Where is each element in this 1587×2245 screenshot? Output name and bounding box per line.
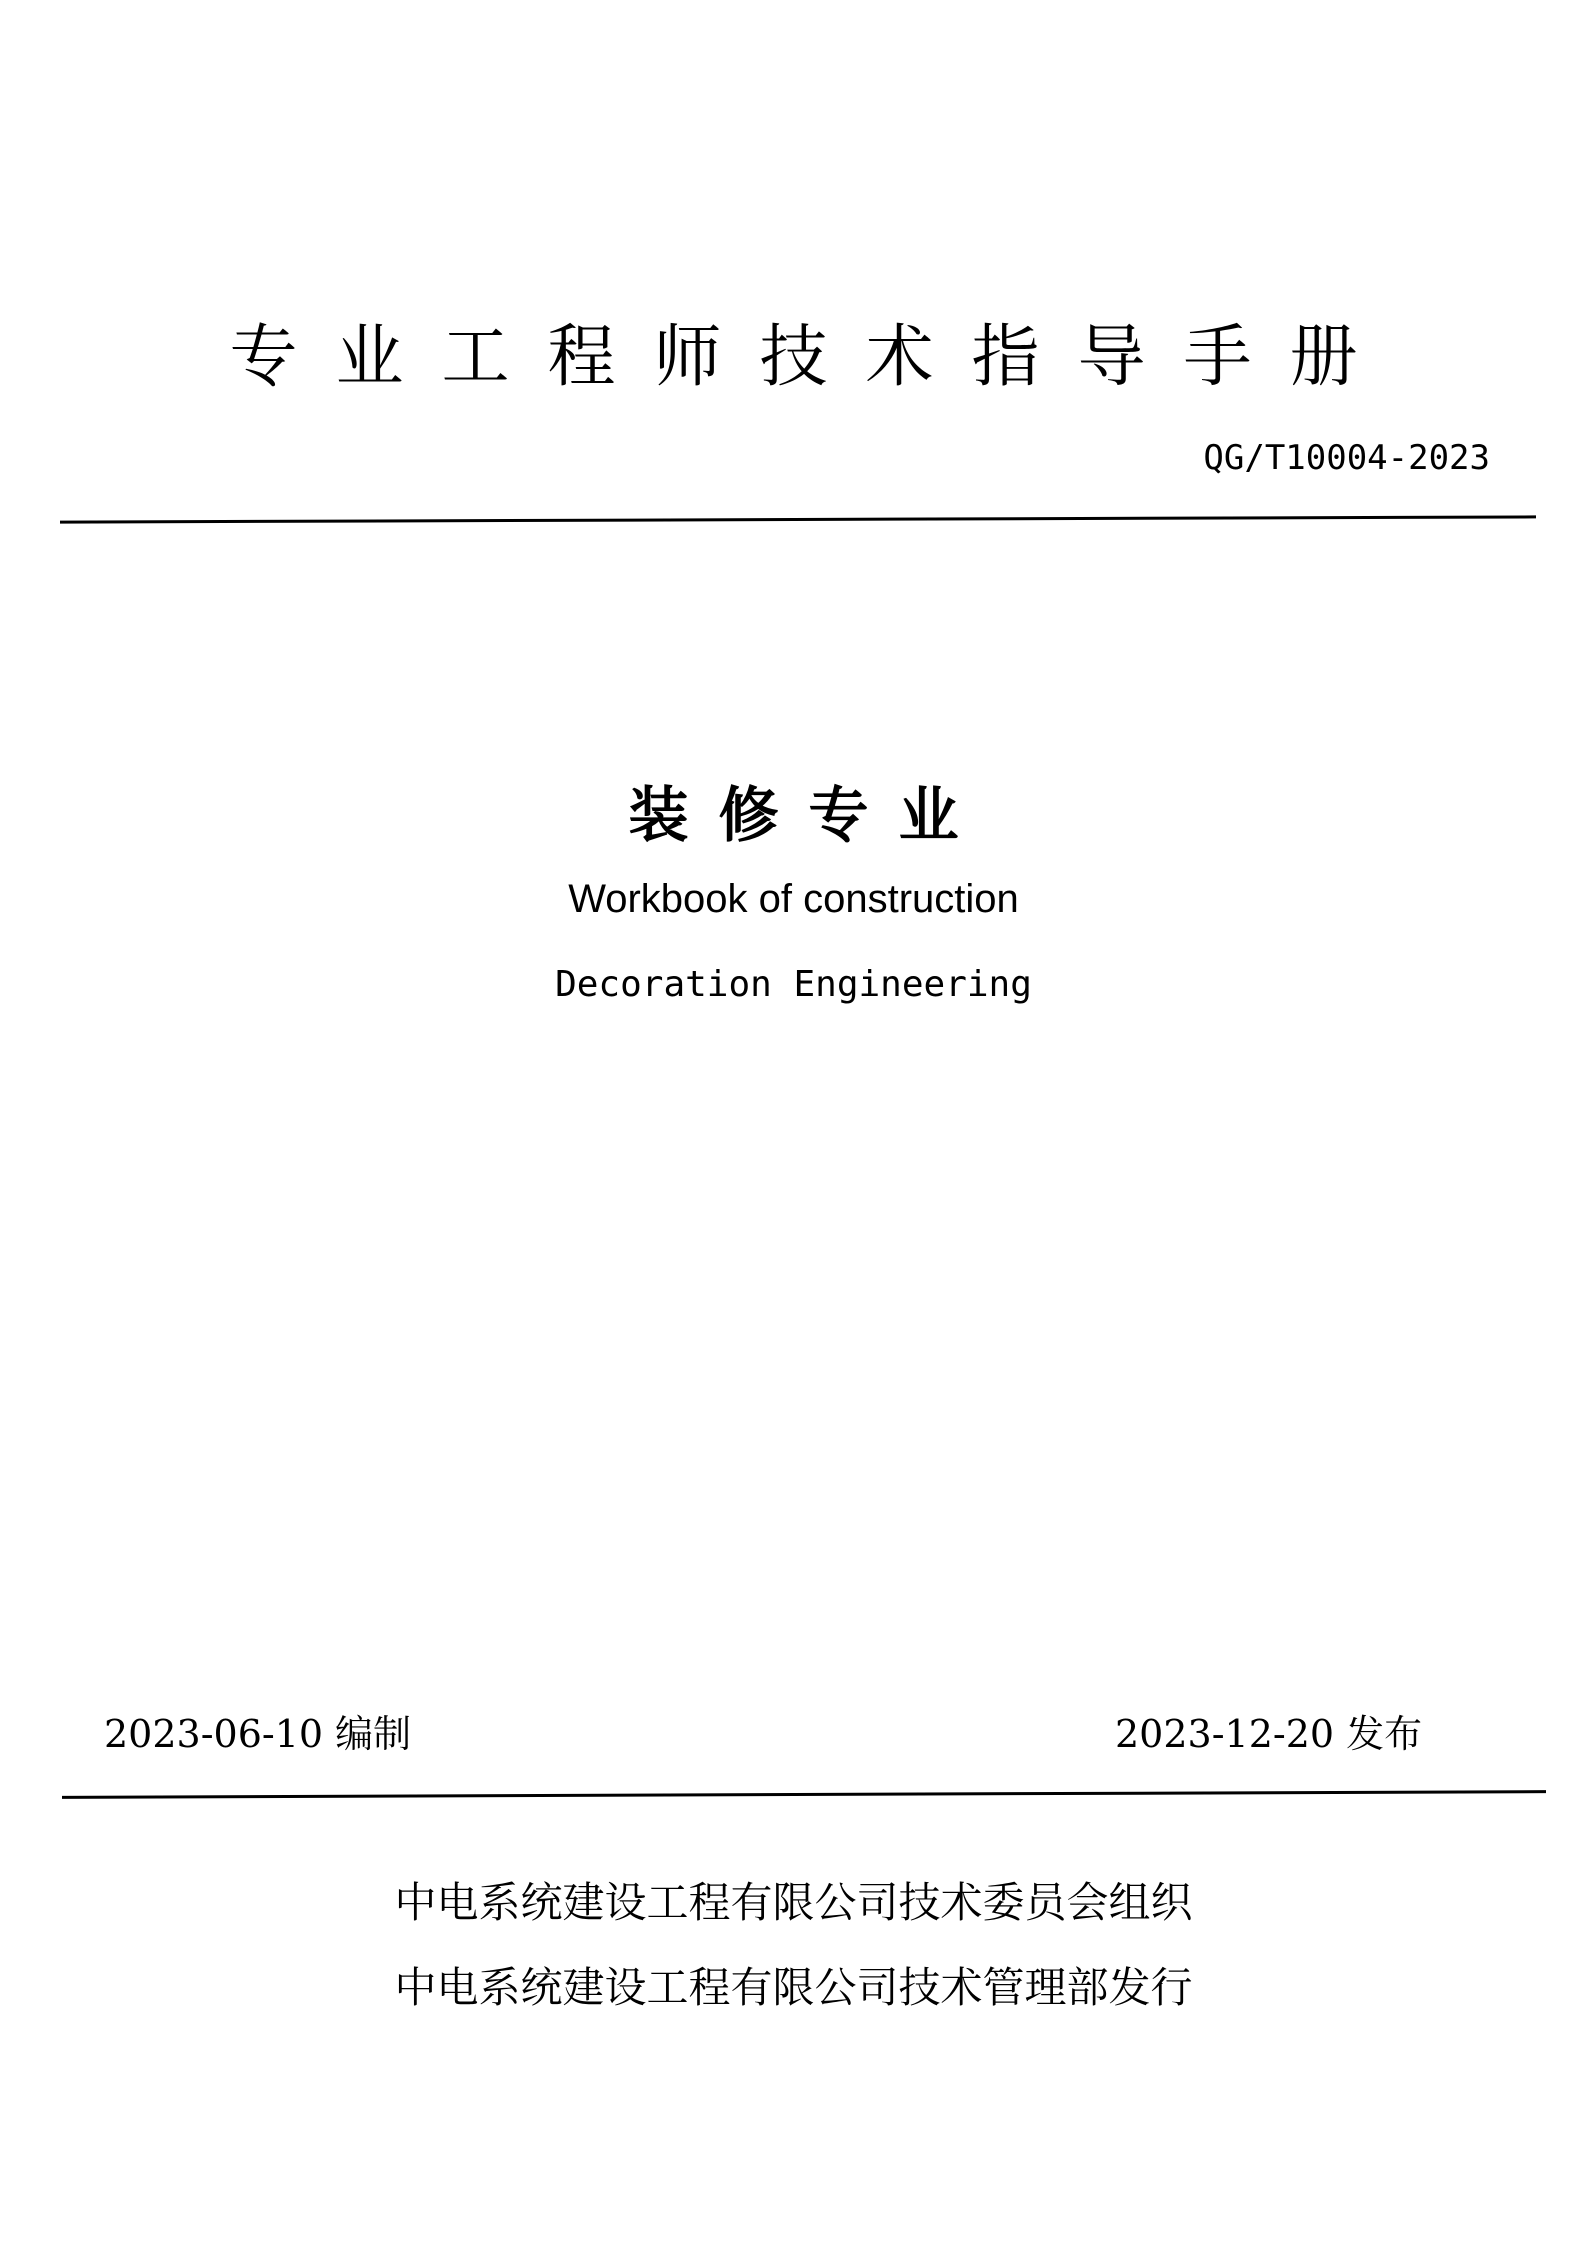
organizer-line: 中电系统建设工程有限公司技术委员会组织	[394, 1878, 1193, 1927]
english-title-line-2: Decoration Engineering	[555, 964, 1032, 1005]
specialty-title: 装修专业	[628, 781, 989, 851]
standard-code: QG/T10004-2023	[1203, 438, 1490, 478]
publish-date: 2023-12-20 发布	[1115, 1712, 1423, 1756]
top-divider	[60, 515, 1536, 523]
bottom-divider	[62, 1790, 1546, 1799]
english-title-line-1: Workbook of construction	[568, 877, 1019, 921]
manual-title: 专业工程师技术指导手册	[229, 318, 1396, 397]
compile-date: 2023-06-10 编制	[104, 1712, 412, 1756]
issuer-line: 中电系统建设工程有限公司技术管理部发行	[394, 1963, 1193, 2012]
